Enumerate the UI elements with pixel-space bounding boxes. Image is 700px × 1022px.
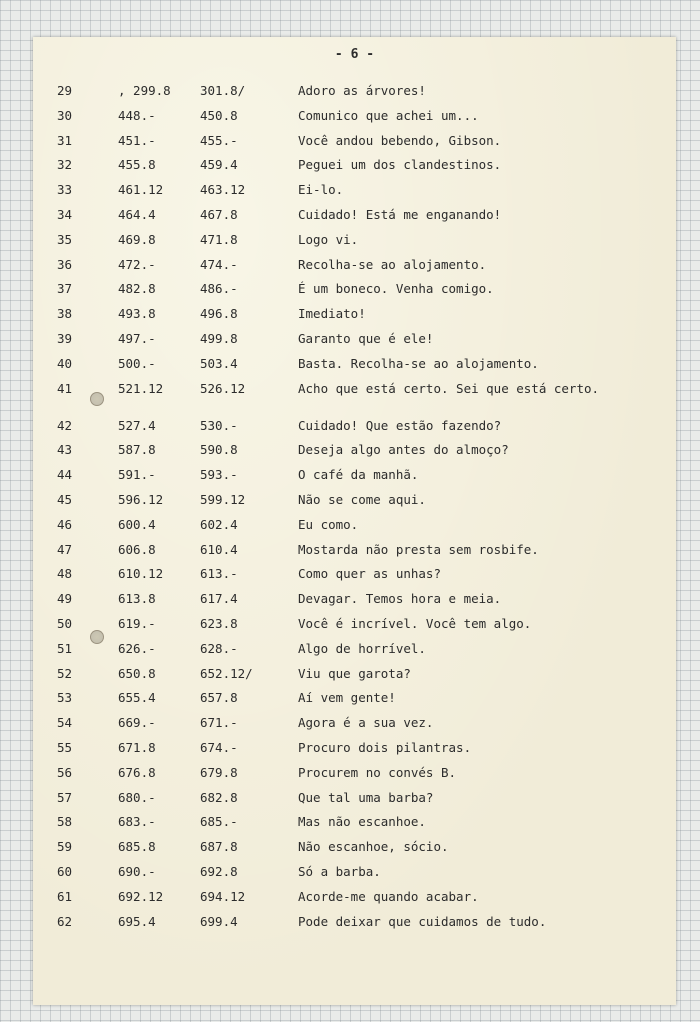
timecode-out: 617.4	[200, 591, 238, 607]
timecode-in: 493.8	[118, 306, 156, 322]
timecode-out: 463.12	[200, 182, 246, 198]
subtitle-text: Acho que está certo. Sei que está certo.	[298, 380, 600, 396]
subtitle-text: Que tal uma barba?	[298, 789, 434, 805]
timecode-in: 596.12	[118, 491, 164, 507]
subtitle-number: 49	[57, 591, 73, 607]
timecode-in: 451.-	[118, 132, 156, 148]
subtitle-row	[33, 134, 676, 159]
subtitle-text: Procurem no convés B.	[298, 764, 457, 780]
subtitle-number: 34	[57, 206, 73, 222]
subtitle-number: 44	[57, 467, 73, 483]
subtitle-row	[33, 158, 676, 183]
subtitle-row	[33, 667, 676, 692]
subtitle-text: Adoro as árvores!	[298, 83, 426, 98]
subtitle-row	[33, 791, 676, 816]
subtitle-row	[33, 716, 676, 741]
subtitle-text: Algo de horrível.	[298, 640, 426, 656]
subtitle-text: Devagar. Temos hora e meia.	[298, 591, 502, 607]
subtitle-row	[33, 766, 676, 791]
timecode-in: 690.-	[118, 863, 156, 879]
subtitle-text: Ei-lo.	[298, 182, 344, 198]
subtitle-text: Imediato!	[298, 306, 366, 322]
timecode-in: 600.4	[118, 516, 156, 532]
timecode-in: 692.12	[118, 888, 164, 904]
subtitle-number: 55	[57, 739, 73, 755]
timecode-out: 602.4	[200, 516, 238, 532]
timecode-in: 683.-	[118, 814, 156, 830]
subtitle-text: Basta. Recolha-se ao alojamento.	[298, 355, 539, 371]
subtitle-row	[33, 493, 676, 518]
subtitle-text: Só a barba.	[298, 863, 381, 879]
timecode-out: 671.-	[200, 715, 238, 731]
timecode-out: 699.4	[200, 913, 238, 929]
timecode-out: 530.-	[200, 417, 238, 433]
timecode-out: 496.8	[200, 306, 238, 322]
subtitle-row	[33, 840, 676, 865]
timecode-in: , 299.8	[118, 83, 171, 98]
subtitle-number: 61	[57, 888, 73, 904]
subtitle-number: 58	[57, 814, 73, 830]
subtitle-text: Você é incrível. Você tem algo.	[298, 615, 532, 631]
timecode-in: 619.-	[118, 615, 156, 631]
subtitle-row	[33, 208, 676, 233]
timecode-out: 474.-	[200, 256, 238, 272]
page-number: - 6 -	[334, 47, 375, 62]
timecode-in: 650.8	[118, 665, 156, 681]
subtitle-text: Peguei um dos clandestinos.	[298, 157, 502, 173]
subtitle-row	[33, 518, 676, 543]
subtitle-number: 45	[57, 491, 73, 507]
subtitle-number: 41	[57, 380, 73, 396]
timecode-in: 695.4	[118, 913, 156, 929]
timecode-in: 680.-	[118, 789, 156, 805]
subtitle-text: Recolha-se ao alojamento.	[298, 256, 487, 272]
timecode-out: 590.8	[200, 442, 238, 458]
subtitle-text: Cuidado! Que estão fazendo?	[298, 417, 502, 433]
timecode-in: 527.4	[118, 417, 156, 433]
subtitle-row	[33, 567, 676, 592]
timecode-in: 610.12	[118, 566, 164, 582]
subtitle-row	[33, 258, 676, 283]
timecode-in: 671.8	[118, 739, 156, 755]
subtitle-number: 30	[57, 107, 73, 123]
timecode-in: 655.4	[118, 690, 156, 706]
subtitle-row	[33, 691, 676, 716]
timecode-in: 606.8	[118, 541, 156, 557]
timecode-out: 450.8	[200, 107, 238, 123]
timecode-in: 521.12	[118, 380, 164, 396]
subtitle-number: 48	[57, 566, 73, 582]
subtitle-row	[33, 307, 676, 332]
subtitle-row	[33, 332, 676, 357]
timecode-in: 626.-	[118, 640, 156, 656]
subtitle-row	[33, 183, 676, 208]
subtitle-number: 59	[57, 839, 73, 855]
subtitle-number: 60	[57, 863, 73, 879]
timecode-out: 628.-	[200, 640, 238, 656]
subtitle-text: Viu que garota?	[298, 665, 411, 681]
subtitle-text: Não se come aqui.	[298, 491, 426, 507]
timecode-in: 613.8	[118, 591, 156, 607]
subtitle-row	[33, 865, 676, 890]
subtitle-row	[33, 815, 676, 840]
timecode-in: 497.-	[118, 330, 156, 346]
timecode-in: 685.8	[118, 839, 156, 855]
subtitle-list	[33, 84, 676, 939]
subtitle-text: Mostarda não presta sem rosbife.	[298, 541, 539, 557]
subtitle-number: 51	[57, 640, 73, 656]
timecode-in: 591.-	[118, 467, 156, 483]
timecode-out: 459.4	[200, 157, 238, 173]
subtitle-row	[33, 109, 676, 134]
subtitle-text: Deseja algo antes do almoço?	[298, 442, 509, 458]
subtitle-text: Comunico que achei um...	[298, 107, 479, 123]
subtitle-number: 46	[57, 516, 73, 532]
subtitle-row	[33, 443, 676, 468]
subtitle-text: Mas não escanhoe.	[298, 814, 426, 830]
subtitle-text: Eu como.	[298, 516, 359, 532]
timecode-in: 464.4	[118, 206, 156, 222]
timecode-out: 599.12	[200, 491, 246, 507]
timecode-out: 499.8	[200, 330, 238, 346]
timecode-out: 613.-	[200, 566, 238, 582]
timecode-in: 669.-	[118, 715, 156, 731]
subtitle-text: Aí vem gente!	[298, 690, 396, 706]
timecode-in: 472.-	[118, 256, 156, 272]
subtitle-number: 54	[57, 715, 73, 731]
subtitle-number: 62	[57, 913, 73, 929]
subtitle-text: Pode deixar que cuidamos de tudo.	[298, 913, 547, 929]
subtitle-row	[33, 382, 676, 419]
timecode-out: 455.-	[200, 132, 238, 148]
timecode-out: 503.4	[200, 355, 238, 371]
subtitle-row	[33, 890, 676, 915]
subtitle-number: 52	[57, 665, 73, 681]
subtitle-row	[33, 357, 676, 382]
subtitle-number: 47	[57, 541, 73, 557]
timecode-in: 676.8	[118, 764, 156, 780]
timecode-out: 623.8	[200, 615, 238, 631]
timecode-out: 687.8	[200, 839, 238, 855]
subtitle-text: Agora é a sua vez.	[298, 715, 434, 731]
timecode-out: 593.-	[200, 467, 238, 483]
subtitle-text: É um boneco. Venha comigo.	[298, 281, 494, 297]
timecode-in: 455.8	[118, 157, 156, 173]
subtitle-row	[33, 642, 676, 667]
timecode-out: 467.8	[200, 206, 238, 222]
subtitle-number: 32	[57, 157, 73, 173]
subtitle-number: 33	[57, 182, 73, 198]
subtitle-row	[33, 233, 676, 258]
subtitle-text: Cuidado! Está me enganando!	[298, 206, 502, 222]
subtitle-row	[33, 468, 676, 493]
subtitle-row	[33, 915, 676, 940]
subtitle-row	[33, 592, 676, 617]
subtitle-number: 56	[57, 764, 73, 780]
timecode-out: 657.8	[200, 690, 238, 706]
timecode-out: 694.12	[200, 888, 246, 904]
timecode-out: 652.12/	[200, 665, 253, 681]
timecode-in: 469.8	[118, 231, 156, 247]
timecode-in: 500.-	[118, 355, 156, 371]
subtitle-number: 31	[57, 132, 73, 148]
subtitle-row	[33, 543, 676, 568]
subtitle-text: Não escanhoe, sócio.	[298, 839, 449, 855]
subtitle-number: 57	[57, 789, 73, 805]
subtitle-text: Logo vi.	[298, 231, 359, 247]
subtitle-row	[33, 617, 676, 642]
subtitle-number: 35	[57, 231, 73, 247]
typewritten-page	[33, 37, 676, 1005]
subtitle-number: 43	[57, 442, 73, 458]
subtitle-number: 39	[57, 330, 73, 346]
timecode-out: 610.4	[200, 541, 238, 557]
subtitle-number: 29	[57, 83, 73, 98]
timecode-out: 471.8	[200, 231, 238, 247]
subtitle-number: 38	[57, 306, 73, 322]
subtitle-row	[33, 419, 676, 444]
timecode-in: 461.12	[118, 182, 164, 198]
subtitle-text: Procuro dois pilantras.	[298, 739, 472, 755]
timecode-out: 682.8	[200, 789, 238, 805]
timecode-out: 674.-	[200, 739, 238, 755]
timecode-in: 448.-	[118, 107, 156, 123]
timecode-out: 486.-	[200, 281, 238, 297]
subtitle-row	[33, 282, 676, 307]
subtitle-text: O café da manhã.	[298, 467, 419, 483]
timecode-out: 679.8	[200, 764, 238, 780]
subtitle-number: 42	[57, 417, 73, 433]
timecode-in: 587.8	[118, 442, 156, 458]
subtitle-text: Acorde-me quando acabar.	[298, 888, 479, 904]
subtitle-number: 53	[57, 690, 73, 706]
subtitle-row	[33, 84, 676, 109]
timecode-out: 685.-	[200, 814, 238, 830]
timecode-out: 692.8	[200, 863, 238, 879]
timecode-out: 526.12	[200, 380, 246, 396]
timecode-in: 482.8	[118, 281, 156, 297]
subtitle-number: 40	[57, 355, 73, 371]
subtitle-text: Garanto que é ele!	[298, 330, 434, 346]
subtitle-number: 37	[57, 281, 73, 297]
subtitle-text: Como quer as unhas?	[298, 566, 441, 582]
subtitle-number: 36	[57, 256, 73, 272]
subtitle-number: 50	[57, 615, 73, 631]
subtitle-text: Você andou bebendo, Gibson.	[298, 132, 502, 148]
subtitle-row	[33, 741, 676, 766]
timecode-out: 301.8/	[200, 83, 246, 98]
